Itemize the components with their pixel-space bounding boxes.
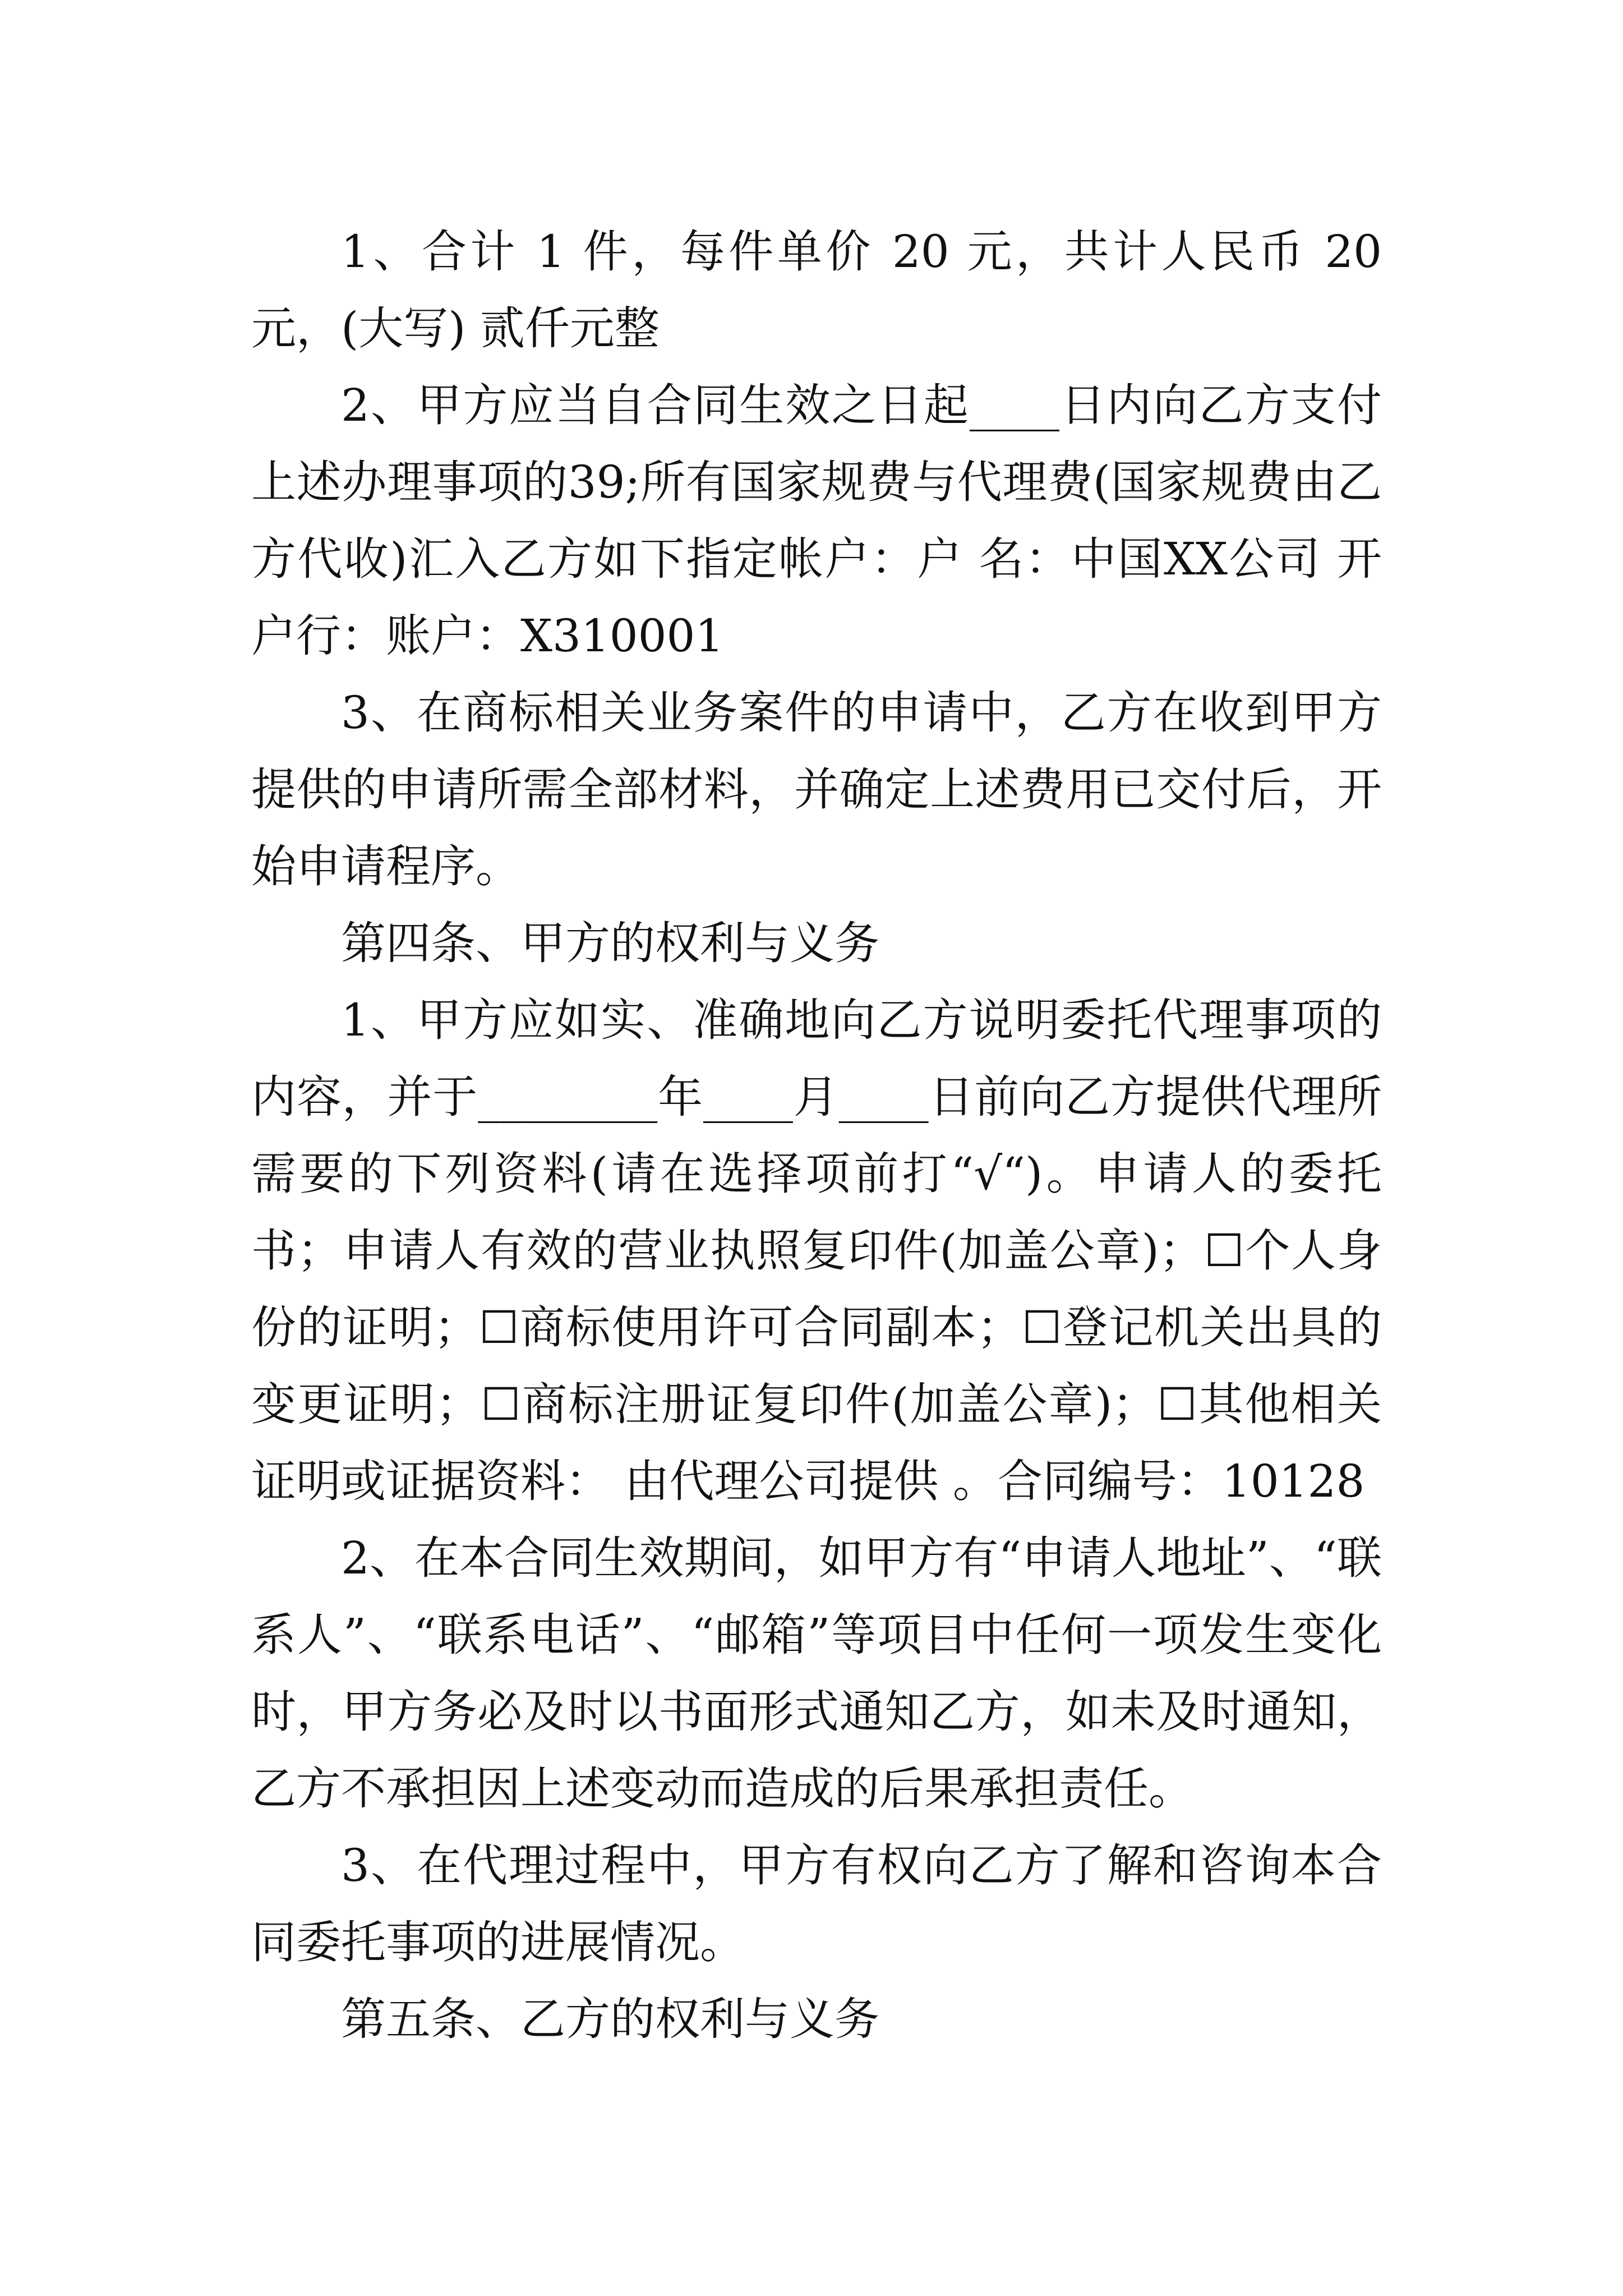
article-five-heading: 第五条、乙方的权利与义务 xyxy=(341,1993,879,2045)
party-a-inquiry-paragraph: 3、在代理过程中，甲方有权向乙方了解和咨询本合同委托事项的进展情况。 xyxy=(251,1839,1382,1968)
payment-account-paragraph: 2、甲方应当自合同生效之日起____日内向乙方支付上述办理事项的39;所有国家规费与代理费(国家规费由乙方代收)汇入乙方如下指定帐户：户 名：中国XX公司 开户行：账户：X310001 xyxy=(251,379,1382,662)
party-a-notification-paragraph: 2、在本合同生效期间，如甲方有“申请人地址”、“联系人”、“联系电话”、“邮箱”等项目中任何一项发生变化时，甲方务必及时以书面形式通知乙方，如未及时通知，乙方不承担因上述变动而造成的后果承担责任。 xyxy=(251,1532,1382,1815)
payment-total-paragraph: 1、合计 1 件，每件单价 20 元，共计人民币 20 元，(大写) 贰仟元整 xyxy=(251,226,1382,355)
party-a-materials-paragraph: 1、甲方应如实、准确地向乙方说明委托代理事项的内容，并于________年____月____日前向乙方提供代理所需要的下列资料(请在选择项前打“√“)。申请人的委托书；申请人有效的营业执照复印件(加盖公章)；☐个人身份的证明；☐商标使用许可合同副本；☐登记机关出具的变更证明；☐商标注册证复印件(加盖公章)；☐其他相关证明或证据资料： 由代理公司提供 。合同编号：10128 xyxy=(251,994,1382,1507)
application-procedure-paragraph: 3、在商标相关业务案件的申请中，乙方在收到甲方提供的申请所需全部材料，并确定上述费用已交付后，开始申请程序。 xyxy=(251,687,1382,892)
article-four-heading: 第四条、甲方的权利与义务 xyxy=(341,917,879,969)
document-body xyxy=(251,213,1382,2058)
